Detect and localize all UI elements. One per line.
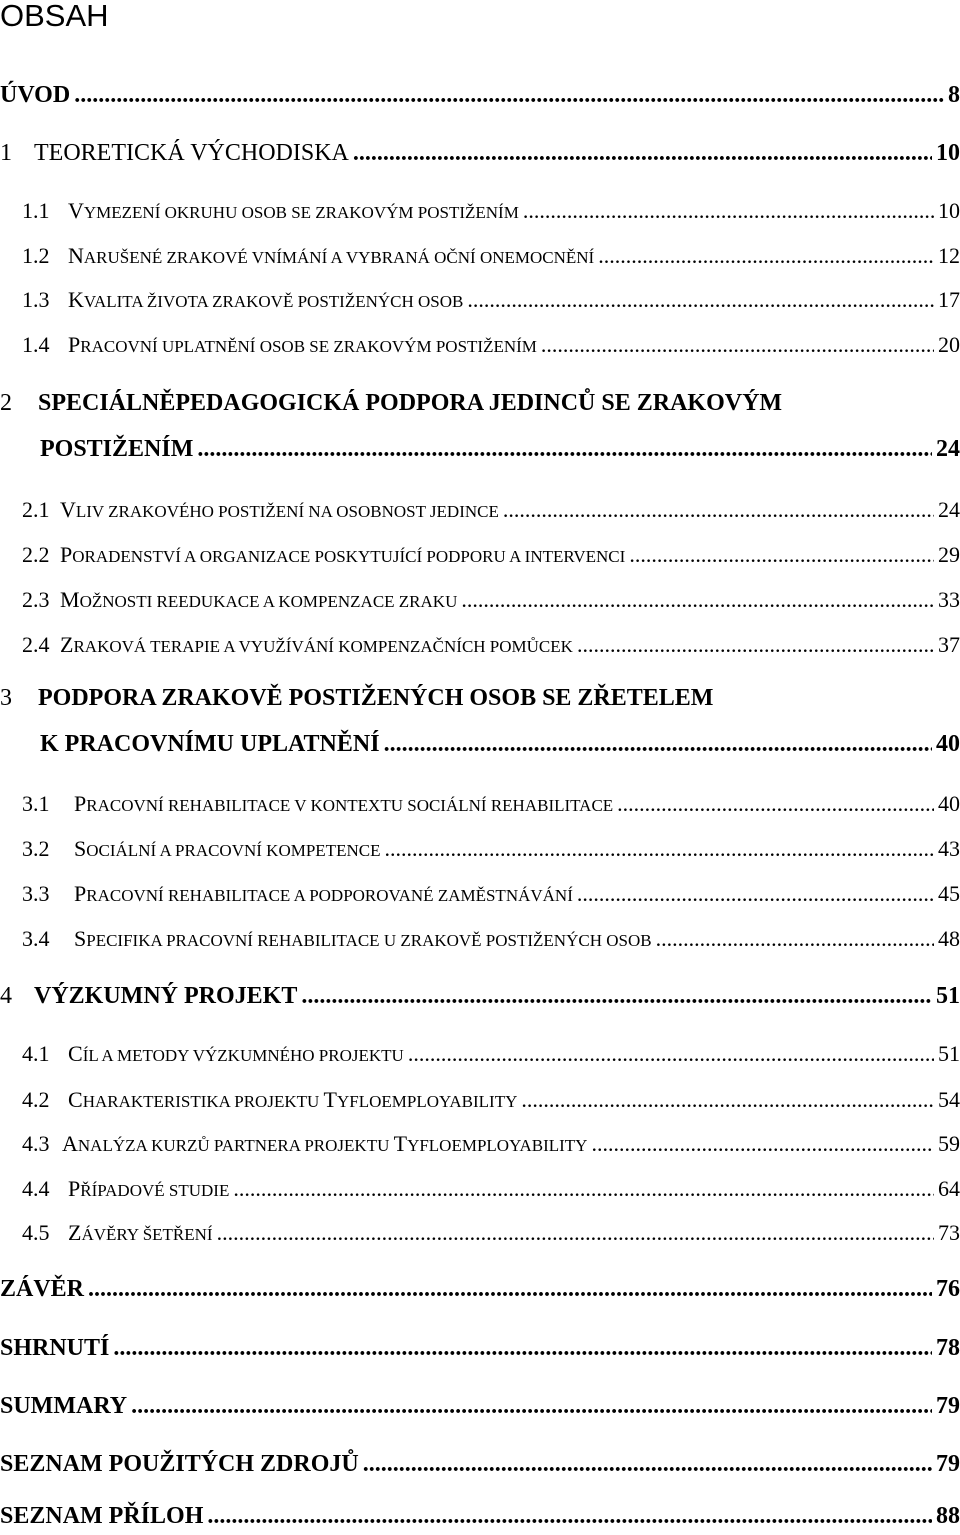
toc-entry-text: SHRNUTÍ — [0, 1335, 110, 1361]
toc-entry-1-2[interactable] — [22, 243, 960, 275]
toc-entry-2-3[interactable] — [22, 587, 960, 619]
toc-page-number: 45 — [938, 881, 960, 906]
toc-entry-chapter-3-line2[interactable] — [40, 731, 960, 763]
toc-entry-number: 4 — [0, 983, 12, 1009]
toc-page-number: 29 — [938, 542, 960, 567]
toc-entry-text: TEORETICKÁ VÝCHODISKA — [34, 140, 349, 166]
toc-page-number: 10 — [936, 140, 960, 166]
toc-entry-number: 1 — [0, 140, 12, 166]
toc-entry-zaver[interactable] — [0, 1276, 960, 1308]
toc-entry-number: 4.3 — [22, 1131, 50, 1156]
toc-entry-summary[interactable] — [0, 1393, 960, 1425]
toc-entry-uvod[interactable] — [0, 82, 960, 114]
toc-entry-text: VLIV ZRAKOVÉHO POSTIŽENÍ NA OSOBNOST JEDINCE — [60, 497, 499, 522]
toc-entry-2-4[interactable] — [22, 632, 960, 664]
toc-entry-number: 2.2 — [22, 542, 50, 567]
leader-dots — [521, 1087, 934, 1113]
toc-entry-2-1[interactable] — [22, 497, 960, 529]
toc-page-number: 43 — [938, 836, 960, 861]
toc-page-number: 54 — [938, 1087, 960, 1112]
leader-dots — [577, 632, 934, 658]
toc-page-number: 40 — [938, 791, 960, 816]
toc-page-number: 59 — [938, 1131, 960, 1156]
toc-entry-1-1[interactable] — [22, 198, 960, 230]
toc-entry-number: 4.2 — [22, 1087, 50, 1112]
toc-entry-1-4[interactable] — [22, 332, 960, 364]
toc-page-number: 78 — [936, 1335, 960, 1361]
toc-entry-shrnuti[interactable] — [0, 1335, 960, 1367]
toc-entry-text: PRACOVNÍ REHABILITACE A PODPOROVANÉ ZAMĚSTNÁVÁNÍ — [74, 881, 573, 906]
toc-page-number: 79 — [936, 1393, 960, 1419]
toc-entry-number: 4.1 — [22, 1041, 50, 1066]
leader-dots — [207, 1503, 932, 1530]
toc-entry-number: 2.3 — [22, 587, 50, 612]
toc-entry-number: 3.4 — [22, 926, 50, 951]
toc-entry-text: PRACOVNÍ UPLATNĚNÍ OSOB SE ZRAKOVÝM POSTIŽENÍM — [68, 332, 537, 357]
toc-entry-3-4[interactable] — [22, 926, 960, 958]
leader-dots — [131, 1393, 932, 1420]
toc-entry-text: SPECIÁLNĚPEDAGOGICKÁ PODPORA JEDINCŮ SE ZRAKOVÝM — [38, 390, 783, 416]
page-title: OBSAH — [0, 0, 109, 33]
toc-entry-text: VYMEZENÍ OKRUHU OSOB SE ZRAKOVÝM POSTIŽENÍM — [68, 198, 519, 223]
leader-dots — [384, 731, 932, 758]
leader-dots — [629, 542, 934, 568]
leader-dots — [656, 926, 934, 952]
toc-entry-4-3[interactable] — [22, 1131, 960, 1163]
leader-dots — [617, 791, 934, 817]
leader-dots — [353, 140, 932, 167]
leader-dots — [541, 332, 934, 358]
toc-entry-3-1[interactable] — [22, 791, 960, 823]
toc-entry-text: ÚVOD — [0, 82, 71, 108]
toc-entry-text: PRACOVNÍ REHABILITACE V KONTEXTU SOCIÁLNÍ REHABILITACE — [74, 791, 614, 816]
toc-entry-text: CÍL A METODY VÝZKUMNÉHO PROJEKTU — [68, 1041, 404, 1066]
toc-page-number: 37 — [938, 632, 960, 657]
leader-dots — [577, 881, 934, 907]
leader-dots — [591, 1131, 934, 1157]
leader-dots — [301, 983, 932, 1010]
toc-entry-number: 1.2 — [22, 243, 50, 268]
toc-entry-4-1[interactable] — [22, 1041, 960, 1073]
toc-entry-3-3[interactable] — [22, 881, 960, 913]
toc-page-number: 51 — [936, 983, 960, 1009]
leader-dots — [598, 243, 934, 269]
toc-entry-chapter-2-line1[interactable] — [0, 390, 782, 417]
toc-page-number: 17 — [938, 287, 960, 312]
toc-entry-text: VÝZKUMNÝ PROJEKT — [34, 983, 298, 1009]
toc-entry-text-cont: POSTIŽENÍM — [40, 436, 194, 462]
toc-entry-4-5[interactable] — [22, 1220, 960, 1252]
toc-entry-number: 3 — [0, 685, 12, 711]
toc-entry-chapter-4[interactable] — [0, 983, 960, 1015]
toc-entry-text: ZÁVĚRY ŠETŘENÍ — [68, 1220, 213, 1245]
toc-entry-number: 3.3 — [22, 881, 50, 906]
leader-dots — [408, 1041, 934, 1067]
toc-page-number: 24 — [938, 497, 960, 522]
toc-page-number: 51 — [938, 1041, 960, 1066]
toc-entry-text: ZRAKOVÁ TERAPIE A VYUŽÍVÁNÍ KOMPENZAČNÍCH POMŮCEK — [60, 632, 573, 657]
toc-entry-number: 1.3 — [22, 287, 50, 312]
toc-page-number: 20 — [938, 332, 960, 357]
toc-entry-chapter-3-line1[interactable] — [0, 685, 713, 712]
toc-entry-text: PORADENSTVÍ A ORGANIZACE POSKYTUJÍCÍ PODPORU A INTERVENCI — [60, 542, 626, 567]
toc-entry-chapter-1[interactable] — [0, 140, 960, 172]
toc-entry-text: PŘÍPADOVÉ STUDIE — [68, 1176, 230, 1201]
toc-page-number: 64 — [938, 1176, 960, 1201]
toc-page-number: 40 — [936, 731, 960, 757]
leader-dots — [384, 836, 934, 862]
toc-page-number: 88 — [936, 1503, 960, 1529]
toc-entry-chapter-2-line2[interactable] — [40, 436, 960, 468]
toc-page-number: 10 — [938, 198, 960, 223]
leader-dots — [217, 1220, 934, 1246]
toc-page-number: 33 — [938, 587, 960, 612]
toc-page-number: 48 — [938, 926, 960, 951]
toc-entry-number: 3.2 — [22, 836, 50, 861]
leader-dots — [503, 497, 934, 523]
leader-dots — [363, 1451, 932, 1478]
toc-entry-text: NARUŠENÉ ZRAKOVÉ VNÍMÁNÍ A VYBRANÁ OČNÍ ONEMOCNĚNÍ — [68, 243, 595, 268]
toc-page-number: 73 — [938, 1220, 960, 1245]
toc-entry-text: SUMMARY — [0, 1393, 128, 1419]
leader-dots — [88, 1276, 932, 1303]
toc-entry-text: KVALITA ŽIVOTA ZRAKOVĚ POSTIŽENÝCH OSOB — [68, 287, 464, 312]
leader-dots — [113, 1335, 932, 1362]
leader-dots — [233, 1176, 934, 1202]
toc-entry-zdroje[interactable] — [0, 1451, 960, 1483]
toc-entry-number: 2.4 — [22, 632, 50, 657]
toc-entry-text: ZÁVĚR — [0, 1276, 85, 1302]
toc-entry-text: CHARAKTERISTIKA PROJEKTU TYFLOEMPLOYABILITY — [68, 1087, 518, 1112]
toc-entry-1-3[interactable] — [22, 287, 960, 319]
toc-entry-3-2[interactable] — [22, 836, 960, 868]
leader-dots — [467, 287, 934, 313]
toc-page-number: 12 — [938, 243, 960, 268]
toc-page-number: 76 — [936, 1276, 960, 1302]
leader-dots — [74, 82, 944, 109]
toc-entry-text: PODPORA ZRAKOVĚ POSTIŽENÝCH OSOB SE ZŘETELEM — [38, 685, 714, 711]
toc-entry-2-2[interactable] — [22, 542, 960, 574]
toc-entry-number: 4.4 — [22, 1176, 50, 1201]
leader-dots — [523, 198, 934, 224]
toc-page-number: 8 — [948, 82, 960, 108]
toc-entry-text: SPECIFIKA PRACOVNÍ REHABILITACE U ZRAKOVĚ POSTIŽENÝCH OSOB — [74, 926, 652, 951]
leader-dots — [461, 587, 934, 613]
toc-entry-text: MOŽNOSTI REEDUKACE A KOMPENZACE ZRAKU — [60, 587, 458, 612]
toc-page-number: 24 — [936, 436, 960, 462]
toc-entry-text: SOCIÁLNÍ A PRACOVNÍ KOMPETENCE — [74, 836, 381, 861]
toc-entry-text: SEZNAM POUŽITÝCH ZDROJŮ — [0, 1451, 359, 1477]
toc-entry-number: 1.1 — [22, 198, 50, 223]
toc-page-number: 79 — [936, 1451, 960, 1477]
toc-entry-number: 2 — [0, 390, 12, 416]
toc-entry-text: SEZNAM PŘÍLOH — [0, 1503, 204, 1529]
toc-entry-text-cont: K PRACOVNÍMU UPLATNĚNÍ — [40, 731, 380, 757]
toc-entry-number: 3.1 — [22, 791, 50, 816]
toc-entry-number: 2.1 — [22, 497, 50, 522]
toc-entry-4-2[interactable] — [22, 1087, 960, 1119]
toc-entry-4-4[interactable] — [22, 1176, 960, 1208]
toc-entry-text: ANALÝZA KURZŮ PARTNERA PROJEKTU TYFLOEMPLOYABILITY — [62, 1131, 588, 1156]
toc-entry-prilohy[interactable] — [0, 1503, 960, 1535]
toc-entry-number: 4.5 — [22, 1220, 50, 1245]
leader-dots — [197, 436, 932, 463]
toc-entry-number: 1.4 — [22, 332, 50, 357]
